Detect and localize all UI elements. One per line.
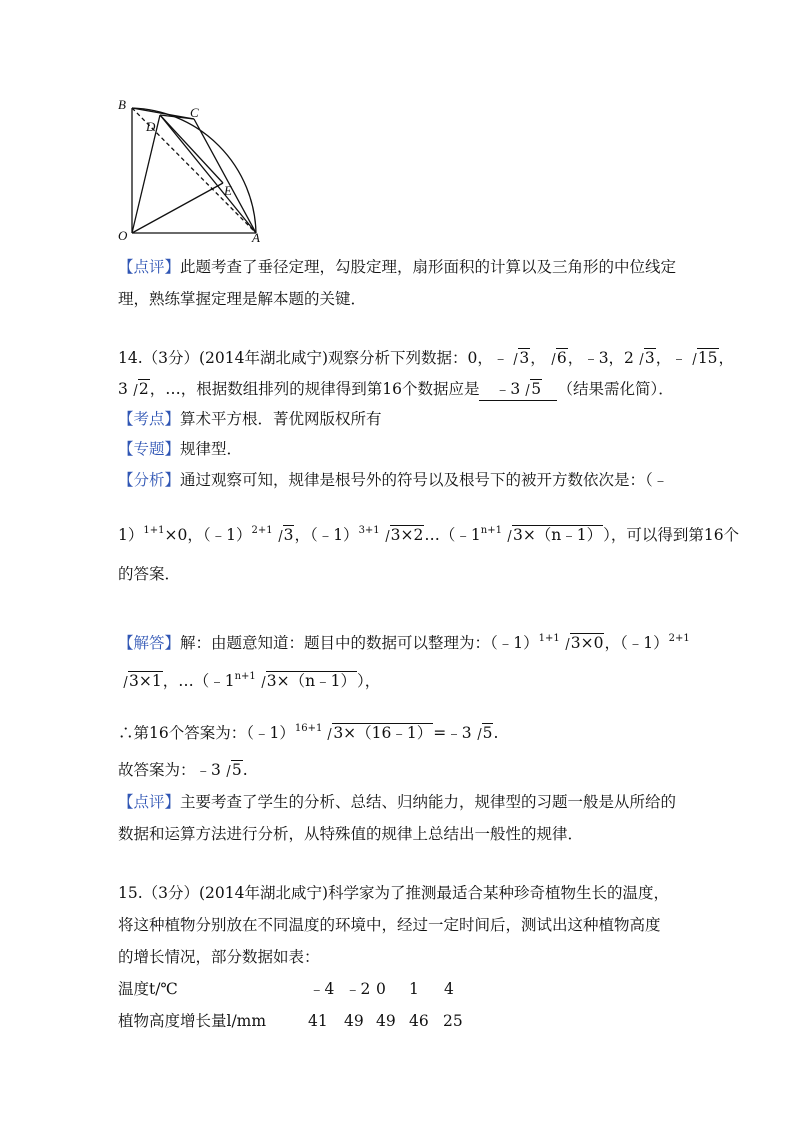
label-C: C — [190, 105, 199, 120]
q14-so-line: ∴第16个答案为：（﹣1）$^{16+1}$ 3×（16﹣1）=﹣3 5. — [118, 723, 499, 742]
review13-line2: 理，熟练掌握定理是解本题的关键． — [118, 290, 367, 308]
q14-fenxi-line2: 1）$^{1+1}$×0，（﹣1）$^{2+1}$ 3，（﹣1）$^{3+1}$ $3\times 2\dots(﹣1^{n+1}$ 3×（n﹣1）），可以得到第16个 — [118, 525, 740, 544]
segment-OE — [132, 183, 223, 233]
q14-fenxi-line1: 【分析】通过观察可知，规律是根号外的符号以及根号下的被开方数依次是：（﹣ — [118, 471, 669, 489]
label-A: A — [252, 230, 260, 245]
segment-CA — [194, 119, 256, 233]
q14-review-line2: 数据和运算方法进行分析，从特殊值的规律上总结出一般性的规律． — [118, 825, 584, 843]
label-D: D — [146, 119, 156, 134]
q14-answer-blank: ﹣3 5 — [479, 378, 557, 401]
q14-jieda-line1: 【解答】解：由题意知道：题目中的数据可以整理为：（﹣1）$^{1+1}$ 3×0，（﹣1）$^{2+1}$ — [118, 633, 690, 652]
review13-line1: 【点评】此题考查了垂径定理，勾股定理，扇形面积的计算以及三角形的中位线定 — [118, 258, 677, 276]
q15-line2: 将这种植物分别放在不同温度的环境中，经过一定时间后，测试出这种植物高度 — [118, 916, 661, 934]
q15-table-row1: 温度t/℃ ﹣4 ﹣2 0 1 4 — [118, 980, 454, 998]
q14-stem-line1: 14.（3分）(2014年湖北咸宁)观察分析下列数据：0，﹣ 3， 6，﹣3，2 3，﹣ 15， — [118, 349, 735, 367]
q15-line3: 的增长情况，部分数据如表： — [118, 948, 320, 966]
q14-fenxi-line3: 的答案． — [118, 565, 181, 583]
q15-table-row2: 植物高度增长量l/mm 41 49 49 46 25 — [118, 1012, 463, 1030]
label-O: O — [118, 228, 128, 243]
label-B: B — [118, 97, 126, 112]
q14-jieda-line2: 3×1，$\dots(﹣1^{n+1}$ 3×（n﹣1））， — [118, 666, 380, 692]
q14-zhuanti: 【专题】规律型． — [118, 440, 243, 458]
geometry-figure — [110, 95, 270, 245]
q14-stem-line2: 3 2，…，根据数组排列的规律得到第16个数据应是 ﹣3 5 （结果需化简）． — [118, 378, 674, 401]
q14-kaodian: 【考点】算术平方根．菁优网版权所有 — [118, 410, 382, 428]
q14-review-line1: 【点评】主要考查了学生的分析、总结、归纳能力，规律型的习题一般是从所给的 — [118, 793, 677, 811]
segment-DA — [160, 115, 256, 233]
label-E: E — [224, 183, 232, 198]
review13-tag: 【点评】 — [118, 258, 181, 276]
q15-line1: 15.（3分）(2014年湖北咸宁)科学家为了推测最适合某种珍奇植物生长的温度， — [118, 884, 670, 902]
q14-final-answer: 故答案为：﹣3 5. — [118, 761, 248, 779]
